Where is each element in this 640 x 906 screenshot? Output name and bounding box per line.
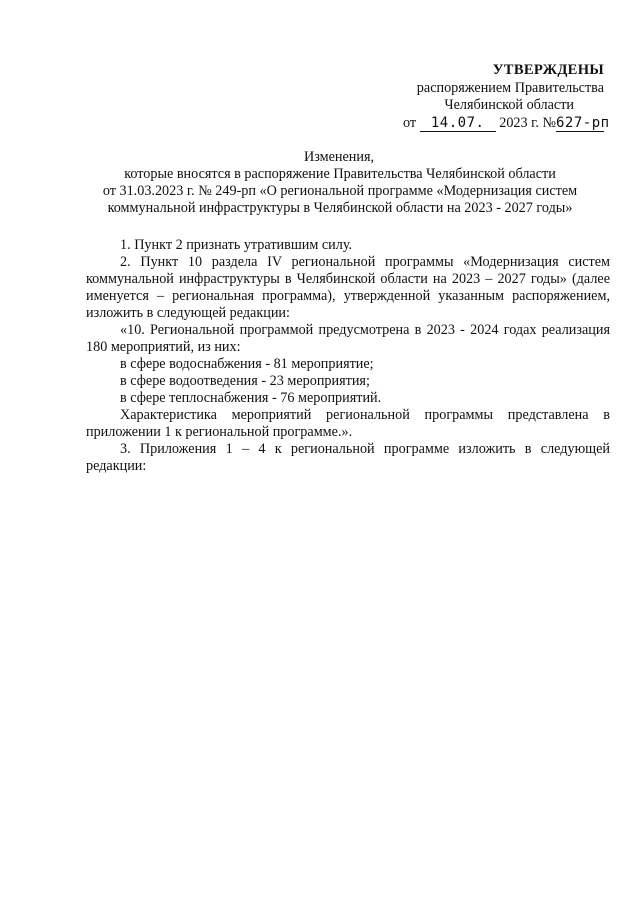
approval-stamp — [364, 62, 610, 132]
paragraph-3-appendices: 3. Приложения 1 – 4 к региональной программе изложить в следующей редакции: — [86, 441, 610, 474]
list-item-heat-supply: в сфере теплоснабжения - 76 мероприятий. — [120, 390, 382, 406]
year-text: 2023 г. № — [499, 115, 556, 131]
heading-line-2: которые вносятся в распоряжение Правительства Челябинской области — [124, 166, 556, 182]
approval-title: УТВЕРЖДЕНЫ — [492, 62, 604, 78]
paragraph-1: 1. Пункт 2 признать утратившим силу. — [120, 237, 353, 253]
heading-title: Изменения, — [303, 149, 375, 165]
approval-number: 627-рп — [556, 115, 610, 131]
list-item-water-disposal: в сфере водоотведения - 23 мероприятия; — [120, 373, 370, 389]
document-heading — [70, 149, 610, 217]
date-prefix: от — [403, 115, 417, 131]
approval-date: 14.07. — [420, 116, 496, 132]
approval-issuer: распоряжением Правительства — [416, 80, 604, 96]
paragraph-characteristics: Характеристика мероприятий региональной программы представлена в приложении 1 к региональной программе.». — [86, 407, 610, 440]
approval-date-line — [364, 115, 610, 132]
heading-line-4: коммунальной инфраструктуры в Челябинской области на 2023 - 2027 годы» — [107, 200, 573, 216]
paragraph-3: «10. Региональной программой предусмотрена в 2023 - 2024 годах реализация 180 мероприятий, из них: — [86, 322, 610, 355]
document-body — [86, 237, 610, 475]
approval-region: Челябинской области — [444, 97, 574, 113]
paragraph-2: 2. Пункт 10 раздела IV региональной программы «Модернизация систем коммунальной инфраструктуры в Челябинской области на 2023 – 2027 годы» (далее именуется – региональная программа), утвержденной указанным распоряжением, изложить в следующей редакции: — [86, 254, 610, 321]
list-item-water-supply: в сфере водоснабжения - 81 мероприятие; — [120, 356, 374, 372]
heading-line-3: от 31.03.2023 г. № 249-рп «О региональной программе «Модернизация систем — [102, 183, 578, 199]
